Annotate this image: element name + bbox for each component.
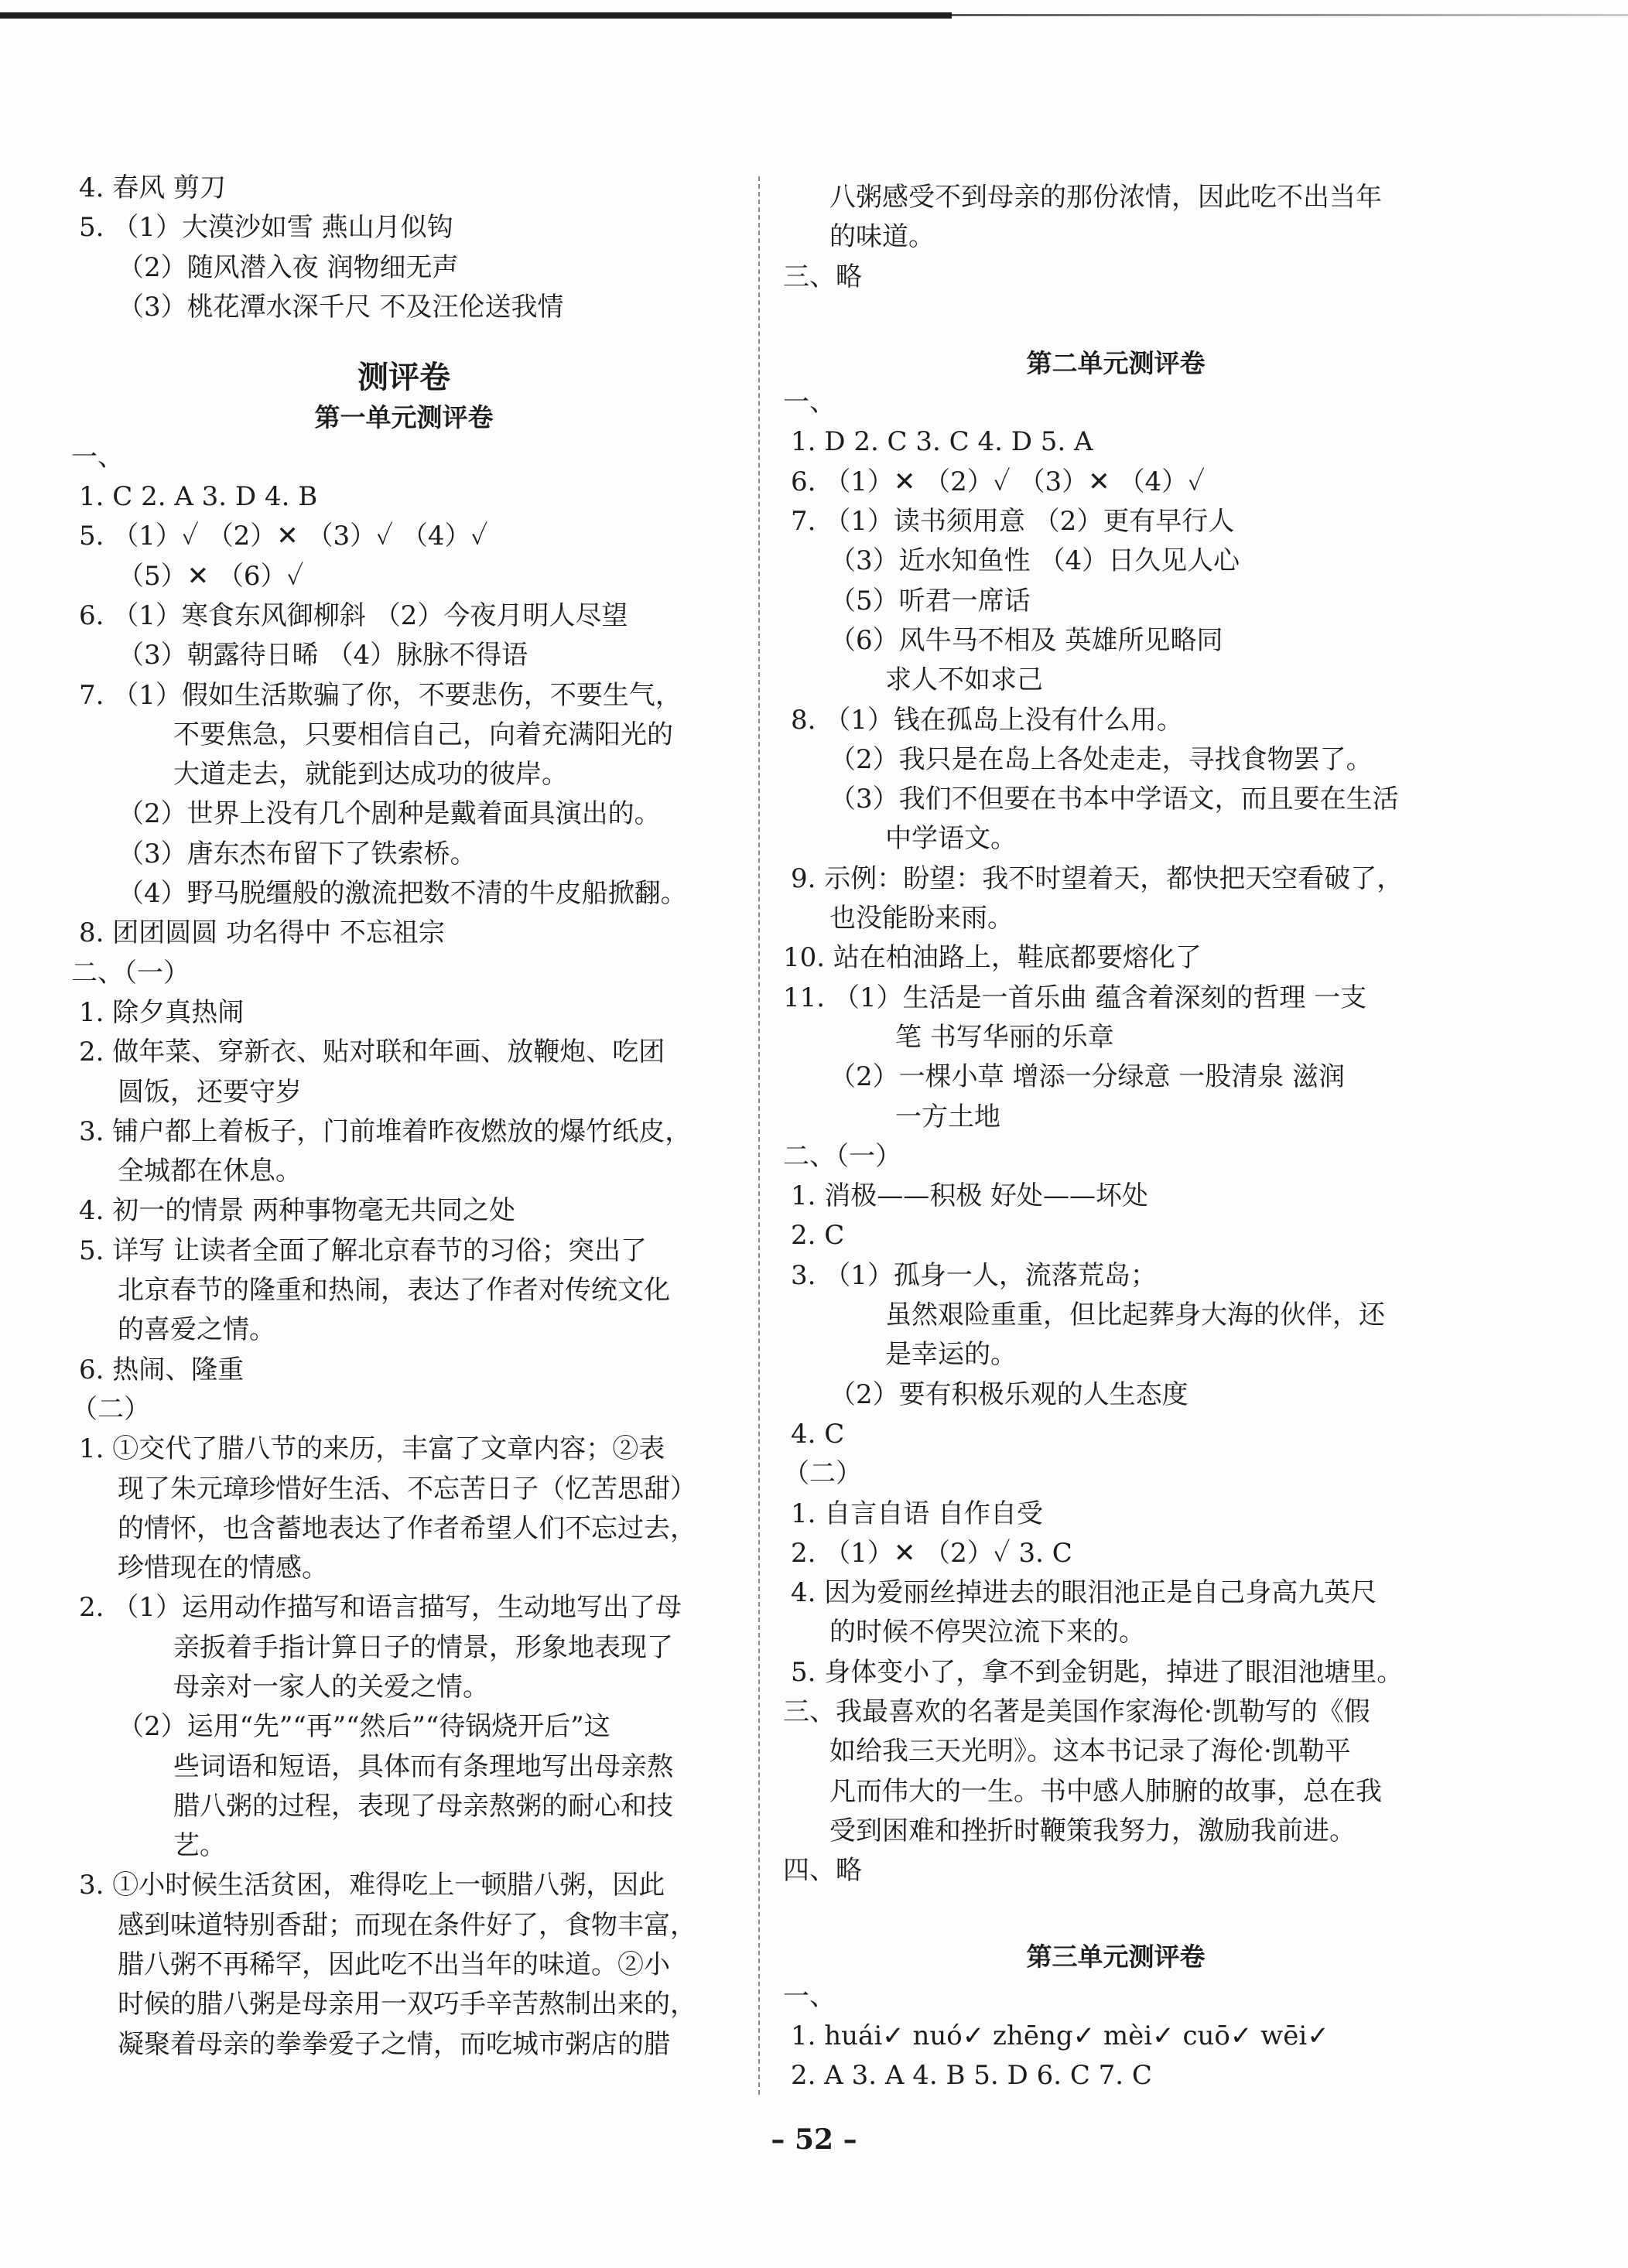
answer-text: 三、略	[783, 261, 862, 292]
answer-line	[71, 1112, 737, 1152]
answer-text: （2）运用“先”“再”“然后”“待锅烧开后”这	[118, 1711, 610, 1743]
answer-line	[71, 1747, 737, 1787]
left-column	[71, 169, 737, 2065]
answer-line	[71, 596, 737, 636]
answer-line	[71, 517, 737, 556]
answer-line	[71, 1945, 737, 1985]
answer-line	[783, 661, 1448, 700]
answer-line	[783, 1335, 1448, 1375]
answer-text: 虽然艰险重重，但比起葬身大海的伙伴，还	[885, 1300, 1385, 1331]
answer-text: 的情怀，也含蓄地表达了作者希望人们不忘过去，	[118, 1512, 696, 1544]
answer-line	[71, 208, 737, 248]
answer-text: 也没能盼来雨。	[829, 903, 1014, 934]
answer-line	[783, 1256, 1448, 1296]
answer-line	[783, 258, 1448, 297]
answer-line	[71, 914, 737, 953]
answer-text: 北京春节的隆重和热闹，表达了作者对传统文化	[118, 1275, 670, 1306]
answer-text: 受到困难和挫折时鞭策我努力，激励我前进。	[829, 1815, 1356, 1846]
answer-line	[783, 463, 1448, 502]
answer-line	[783, 383, 1448, 422]
answer-line	[783, 1812, 1448, 1851]
answer-line	[783, 1851, 1448, 1891]
unit1-title: 第一单元测评卷	[314, 402, 494, 433]
answer-line	[783, 1177, 1448, 1216]
answer-line	[783, 1018, 1448, 1057]
answer-text: 一、	[71, 441, 124, 473]
answer-text: 时候的腊八粥是母亲用一双巧手辛苦熬制出来的，	[118, 1989, 696, 2020]
answer-text: 1. 除夕真热闹	[79, 996, 245, 1028]
answer-text: 感到味道特别香甜；而现在条件好了，食物丰富，	[118, 1909, 696, 1941]
answer-text: 不要焦急，只要相信自己，向着充满阳光的	[173, 719, 673, 750]
answer-text: 1. C 2. A 3. D 4. B	[79, 481, 318, 513]
answer-text: 6. （1）寒食东风御柳斜 （2）今夜月明人尽望	[79, 599, 628, 631]
answer-text: 9. 示例：盼望：我不时望着天，都快把天空看破了，	[791, 862, 1404, 894]
answer-line	[783, 979, 1448, 1018]
answer-text: 4. C	[791, 1418, 845, 1450]
answer-text: （2）随风潜入夜 润物细无声	[118, 251, 459, 283]
answer-line	[71, 1033, 737, 1072]
answer-text: 8. 团团圆圆 功名得中 不忘祖宗	[79, 917, 445, 949]
answer-line	[783, 780, 1448, 819]
answer-line	[783, 1098, 1448, 1137]
answer-line	[71, 1271, 737, 1310]
answer-text: 2. （1）✕ （2）✓ 3. C	[791, 1537, 1072, 1569]
answer-line	[783, 1057, 1448, 1097]
answer-text: 的时候不停哭泣流下来的。	[829, 1617, 1145, 1648]
answer-line	[71, 1787, 737, 1826]
answer-text: 1. huái✓ nuó✓ zhēng✓ mèi✓ cuō✓ wēi✓	[791, 2020, 1329, 2052]
answer-line	[71, 288, 737, 327]
answer-text: 2. （1）运用动作描写和语言描写，生动地写出了母	[79, 1592, 682, 1624]
answer-text: （2）要有积极乐观的人生态度	[829, 1378, 1189, 1410]
answer-line	[783, 621, 1448, 661]
answer-line	[71, 716, 737, 755]
answer-line	[783, 1296, 1448, 1335]
answer-line	[783, 1573, 1448, 1613]
answer-text: （3）我们不但要在书本中学语文，而且要在生活	[829, 784, 1399, 815]
answer-line	[783, 178, 1448, 217]
unit1-answers	[71, 438, 737, 2065]
right-top-list	[783, 178, 1448, 297]
unit2-title: 第二单元测评卷	[1026, 347, 1206, 378]
left-top-list	[71, 169, 737, 327]
answer-text: 一、	[783, 1980, 836, 2012]
answer-text: （5）✕ （6）✓	[118, 560, 304, 592]
answer-text: 11. （1）生活是一首乐曲 蕴含着深刻的哲理 一支	[783, 982, 1367, 1013]
answer-line	[71, 1549, 737, 1588]
answer-text: （3）近水知鱼性 （4）日久见人心	[829, 545, 1240, 577]
answer-line	[71, 1310, 737, 1350]
answer-text: （5）听君一席话	[829, 585, 1031, 617]
answer-line	[71, 1985, 737, 2024]
unit2-answers	[783, 383, 1448, 1891]
answer-text: 凡而伟大的一生。书中感人肺腑的故事，总在我	[829, 1775, 1382, 1807]
answer-text: 腊八粥不再稀罕，因此吃不出当年的味道。②小	[118, 1949, 670, 1981]
answer-line	[71, 1191, 737, 1231]
answer-text: 1. D 2. C 3. C 4. D 5. A	[791, 426, 1093, 458]
answer-line	[71, 676, 737, 716]
answer-line	[71, 874, 737, 914]
answer-line	[783, 1137, 1448, 1177]
answer-text: 二、（一）	[71, 957, 190, 989]
answer-text: 四、略	[783, 1855, 862, 1887]
answer-line	[71, 1628, 737, 1668]
answer-line	[783, 1772, 1448, 1812]
answer-text: （二）	[783, 1458, 862, 1490]
answer-line	[71, 438, 737, 477]
answer-text: 5. 身体变小了，拿不到金钥匙，掉进了眼泪池塘里。	[791, 1656, 1404, 1688]
answer-text: （2）我只是在岛上各处走走，寻找食物罢了。	[829, 743, 1373, 775]
answer-line	[783, 859, 1448, 899]
answer-line	[783, 1534, 1448, 1573]
answer-line	[71, 557, 737, 596]
answer-text: 3. ①小时候生活贫困，难得吃上一顿腊八粥，因此	[79, 1870, 665, 1901]
answer-text: 全城都在休息。	[118, 1156, 302, 1187]
answer-text: 圆饭，还要守岁	[118, 1076, 302, 1108]
answer-text: 5. （1）大漠沙如雪 燕山月似钩	[79, 212, 453, 244]
answer-text: 艺。	[173, 1830, 226, 1862]
answer-text: 八粥感受不到母亲的那份浓情，因此吃不出当年	[829, 182, 1382, 213]
answer-line	[783, 2017, 1448, 2056]
answer-text: 8. （1）钱在孤岛上没有什么用。	[791, 704, 1183, 736]
answer-text: 珍惜现在的情感。	[118, 1552, 328, 1584]
answer-line	[783, 502, 1448, 541]
top-border-bar	[0, 12, 952, 19]
answer-line	[783, 819, 1448, 859]
answer-text: 3. 铺户都上着板子，门前堆着昨夜燃放的爆竹纸皮，	[79, 1115, 692, 1147]
answer-line	[783, 899, 1448, 938]
answer-text: （3）唐东杰布留下了铁索桥。	[118, 838, 477, 869]
answer-line	[71, 1826, 737, 1866]
right-column	[783, 178, 1448, 2096]
answer-text: 5. （1）✓ （2）✕ （3）✓ （4）✓	[79, 521, 488, 552]
answer-line	[71, 248, 737, 288]
answer-text: 4. 春风 剪刀	[79, 172, 227, 203]
answer-line	[783, 1692, 1448, 1732]
answer-text: 1. ①交代了腊八节的来历，丰富了文章内容；②表	[79, 1433, 665, 1465]
answer-line	[783, 541, 1448, 581]
answer-line	[783, 938, 1448, 978]
answer-line	[71, 1906, 737, 1945]
answer-text: 6. 热闹、隆重	[79, 1354, 245, 1385]
answer-text: 三、我最喜欢的名著是美国作家海伦·凯勒写的《假	[783, 1696, 1370, 1727]
answer-line	[71, 1390, 737, 1429]
answer-line	[783, 582, 1448, 621]
answer-text: 2. C	[791, 1220, 845, 1252]
column-divider	[758, 176, 760, 2095]
unit3-answers	[783, 1977, 1448, 2096]
answer-text: 凝聚着母亲的拳拳爱子之情，而吃城市粥店的腊	[118, 2028, 670, 2060]
answer-line	[783, 1977, 1448, 2017]
answer-line	[783, 1216, 1448, 1255]
answer-text: （3）朝露待日晞 （4）脉脉不得语	[118, 640, 528, 671]
answer-text: 4. 初一的情景 两种事物毫无共同之处	[79, 1195, 516, 1227]
answer-text: 亲扳着手指计算日子的情景，形象地表现了	[173, 1631, 673, 1663]
answer-line	[71, 1866, 737, 1905]
answer-line	[783, 1732, 1448, 1771]
answer-line	[783, 1653, 1448, 1692]
answer-text: 些词语和短语，具体而有条理地写出母亲熬	[173, 1751, 673, 1782]
answer-text: 5. 详写 让读者全面了解北京春节的习俗；突出了	[79, 1235, 648, 1266]
answer-text: 7. （1）假如生活欺骗了你，不要悲伤，不要生气，	[79, 679, 682, 711]
answer-text: （2）世界上没有几个剧种是戴着面具演出的。	[118, 798, 661, 830]
answer-text: 一、	[783, 387, 836, 418]
answer-text: 一方土地	[895, 1101, 1000, 1132]
answer-line	[71, 2025, 737, 2065]
answer-line	[783, 422, 1448, 462]
answer-line	[71, 1231, 737, 1271]
answer-text: 1. 消极——积极 好处——坏处	[791, 1180, 1149, 1212]
answer-text: 大道走去，就能到达成功的彼岸。	[173, 759, 568, 791]
answer-line	[783, 1613, 1448, 1652]
unit3-title: 第三单元测评卷	[1026, 1942, 1206, 1973]
answer-line	[783, 1415, 1448, 1454]
answer-text: 10. 站在柏油路上，鞋底都要熔化了	[783, 942, 1202, 974]
page-number: – 52 –	[771, 2123, 857, 2156]
answer-line	[71, 755, 737, 794]
spacer	[783, 297, 1448, 343]
answer-text: 现了朱元璋珍惜好生活、不忘苦日子（忆苦思甜）	[118, 1473, 696, 1505]
answer-text: （3）桃花潭水深千尺 不及汪伦送我情	[118, 291, 564, 323]
answer-text: 求人不如求己	[885, 664, 1043, 696]
answer-text: 1. 自言自语 自作自受	[791, 1498, 1044, 1529]
answer-line	[71, 1707, 737, 1747]
answer-text: （二）	[71, 1393, 150, 1425]
answer-line	[71, 1509, 737, 1549]
answer-text: 二、（一）	[783, 1140, 901, 1172]
answer-line	[783, 1375, 1448, 1415]
answer-text: 笔 书写华丽的乐章	[895, 1021, 1114, 1053]
spacer	[71, 327, 737, 358]
answer-text: 中学语文。	[885, 823, 1017, 855]
answer-text: 是幸运的。	[885, 1339, 1017, 1371]
answer-line	[71, 993, 737, 1033]
answer-text: 2. 做年菜、穿新衣、贴对联和年画、放鞭炮、吃团	[79, 1037, 665, 1068]
answer-line	[783, 1494, 1448, 1534]
answer-line	[71, 477, 737, 517]
answer-line	[71, 794, 737, 834]
answer-line	[71, 1588, 737, 1628]
answer-text: 母亲对一家人的关爱之情。	[173, 1671, 489, 1703]
answer-line	[71, 1470, 737, 1509]
section-title: 测评卷	[357, 360, 450, 396]
answer-text: 6. （1）✕ （2）✓ （3）✕ （4）✓	[791, 466, 1206, 497]
answer-text: （2）一棵小草 增添一分绿意 一股清泉 滋润	[829, 1061, 1346, 1093]
answer-text: 腊八粥的过程，表现了母亲熬粥的耐心和技	[173, 1790, 673, 1822]
top-border-fade	[952, 14, 1628, 16]
answer-text: 3. （1）孤身一人，流落荒岛；	[791, 1259, 1157, 1291]
answer-text: 如给我三天光明》。这本书记录了海伦·凯勒平	[829, 1736, 1351, 1768]
spacer	[783, 1891, 1448, 1937]
answer-line	[71, 1429, 737, 1469]
answer-line	[783, 2056, 1448, 2096]
answer-line	[783, 217, 1448, 257]
answer-line	[783, 740, 1448, 780]
answer-line	[71, 1152, 737, 1191]
answer-line	[71, 636, 737, 675]
answer-line	[783, 701, 1448, 740]
answer-text: 4. 因为爱丽丝掉进去的眼泪池正是自己身高九英尺	[791, 1577, 1377, 1609]
answer-text: （4）野马脱缰般的激流把数不清的牛皮船掀翻。	[118, 878, 687, 910]
answer-line	[71, 1073, 737, 1112]
answer-line	[71, 1668, 737, 1707]
answer-text: 的味道。	[829, 221, 935, 253]
answer-line	[71, 169, 737, 208]
answer-line	[783, 1454, 1448, 1494]
answer-text: 7. （1）读书须用意 （2）更有早行人	[791, 506, 1235, 538]
answer-line	[71, 1351, 737, 1390]
answer-text: 2. A 3. A 4. B 5. D 6. C 7. C	[791, 2060, 1152, 2092]
answer-line	[71, 954, 737, 993]
answer-text: （6）风牛马不相及 英雄所见略同	[829, 624, 1223, 656]
answer-text: 的喜爱之情。	[118, 1314, 275, 1346]
answer-line	[71, 835, 737, 874]
